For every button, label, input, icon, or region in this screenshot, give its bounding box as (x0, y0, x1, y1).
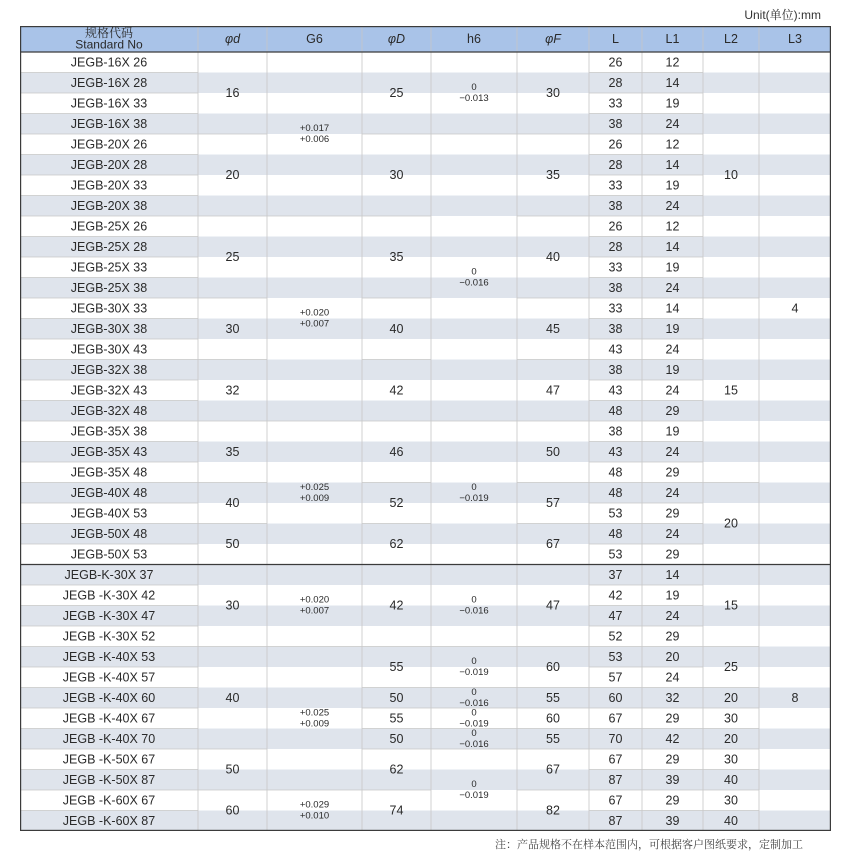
bore-d: 40 (225, 690, 240, 705)
length-l1: 24 (665, 670, 680, 685)
standard-no: JEGB -K-30X 47 (62, 608, 156, 623)
standard-no: JEGB -K-60X 87 (62, 813, 156, 828)
length-l: 26 (608, 55, 623, 70)
tolerance-g6: +0.025 (299, 481, 330, 493)
length-l: 60 (608, 690, 623, 705)
outer-d: 55 (389, 711, 404, 726)
standard-no: JEGB-30X 43 (70, 342, 148, 357)
flange-f: 47 (546, 598, 560, 613)
tolerance-g6: +0.029 (299, 799, 330, 811)
tolerance-g6: +0.007 (299, 318, 330, 330)
tolerance-h6: 0 (471, 481, 477, 493)
length-l: 38 (608, 198, 623, 213)
bore-d: 16 (225, 86, 240, 100)
header-d: φD (387, 32, 406, 46)
length-l2: 40 (724, 813, 738, 828)
length-l1: 24 (665, 608, 680, 623)
standard-no: JEGB-20X 38 (70, 198, 148, 213)
length-l: 48 (608, 485, 623, 500)
standard-no: JEGB-32X 48 (70, 403, 148, 418)
length-l1: 24 (665, 526, 680, 541)
standard-no: JEGB-25X 26 (70, 219, 148, 234)
standard-no: JEGB-40X 53 (70, 506, 148, 521)
length-l1: 19 (665, 321, 680, 336)
tolerance-h6: 0 (471, 656, 477, 667)
tolerance-h6: −0.016 (459, 605, 489, 617)
header-code-cn: 规格代码 (84, 26, 134, 40)
length-l2: 30 (724, 793, 738, 808)
bore-d: 35 (225, 444, 240, 459)
standard-no: JEGB -K-40X 67 (62, 711, 156, 726)
length-l1: 24 (665, 198, 680, 213)
length-l1: 39 (665, 813, 680, 828)
length-l: 28 (608, 75, 623, 90)
length-l: 48 (608, 465, 623, 480)
length-l: 67 (608, 752, 623, 767)
outer-d: 40 (389, 321, 404, 336)
spec-table (20, 26, 831, 831)
standard-no: JEGB-32X 38 (70, 362, 148, 377)
tolerance-h6: −0.013 (459, 93, 489, 104)
length-l: 70 (608, 731, 623, 746)
standard-no: JEGB-35X 48 (70, 465, 148, 480)
outer-d: 55 (389, 660, 404, 674)
tolerance-h6: −0.016 (459, 697, 489, 709)
standard-no: JEGB -K-60X 67 (62, 793, 156, 808)
length-l1: 24 (665, 280, 680, 295)
tolerance-g6: +0.007 (299, 605, 330, 617)
flange-f: 45 (546, 321, 560, 336)
length-l1: 14 (665, 157, 680, 172)
length-l3: 4 (791, 301, 799, 316)
length-l1: 19 (665, 96, 680, 111)
header-l: L (612, 32, 619, 46)
standard-no: JEGB-16X 28 (70, 75, 148, 90)
standard-no: JEGB -K-50X 67 (62, 752, 156, 767)
length-l: 33 (608, 96, 623, 111)
tolerance-h6: −0.016 (459, 738, 489, 750)
standard-no: JEGB-16X 38 (70, 116, 148, 131)
outer-d: 52 (389, 496, 404, 510)
standard-no: JEGB-20X 26 (70, 137, 148, 152)
length-l1: 29 (665, 711, 680, 726)
header-l3: L3 (788, 32, 802, 46)
standard-no: JEGB-16X 26 (70, 55, 148, 70)
flange-f: 57 (546, 496, 560, 510)
length-l: 48 (608, 526, 623, 541)
flange-f: 47 (546, 383, 560, 398)
length-l1: 24 (665, 485, 680, 500)
standard-no: JEGB-16X 33 (70, 96, 148, 111)
length-l1: 29 (665, 403, 680, 418)
length-l1: 32 (665, 690, 680, 705)
header-code-en: Standard No (75, 37, 143, 52)
length-l: 53 (608, 547, 623, 562)
outer-d: 25 (389, 86, 404, 100)
length-l1: 24 (665, 342, 680, 357)
length-l: 26 (608, 219, 623, 234)
standard-no: JEGB-30X 33 (70, 301, 148, 316)
tolerance-g6: +0.020 (299, 594, 330, 606)
length-l1: 29 (665, 793, 680, 808)
tolerance-g6: +0.009 (299, 718, 330, 730)
outer-d: 42 (389, 598, 404, 613)
flange-f: 50 (546, 444, 560, 459)
length-l2: 15 (724, 598, 738, 613)
footnote: 注：产品规格不在样本范围内，可根据客户图纸要求，定制加工 (495, 839, 803, 851)
standard-no: JEGB-K-30X 37 (64, 567, 154, 582)
length-l: 38 (608, 280, 623, 295)
length-l1: 29 (665, 752, 680, 767)
length-l1: 14 (665, 239, 680, 254)
outer-d: 62 (389, 537, 404, 551)
spec-table-grid (20, 26, 831, 831)
length-l: 52 (608, 629, 623, 644)
header-h6: h6 (467, 32, 481, 46)
standard-no: JEGB-50X 53 (70, 547, 148, 562)
length-l1: 29 (665, 629, 680, 644)
length-l2: 10 (724, 168, 738, 182)
standard-no: JEGB-25X 28 (70, 239, 148, 254)
length-l: 38 (608, 424, 623, 439)
flange-f: 35 (546, 168, 560, 182)
length-l: 43 (608, 342, 623, 357)
length-l2: 25 (724, 660, 738, 674)
length-l: 53 (608, 649, 623, 664)
outer-d: 74 (389, 803, 404, 818)
flange-f: 67 (546, 537, 560, 551)
header-l2: L2 (724, 32, 738, 46)
length-l: 67 (608, 711, 623, 726)
standard-no: JEGB-20X 33 (70, 178, 148, 193)
tolerance-h6: 0 (471, 707, 477, 719)
header-d: φd (224, 32, 241, 46)
standard-no: JEGB -K-40X 53 (62, 649, 156, 664)
length-l: 38 (608, 116, 623, 131)
standard-no: JEGB -K-40X 57 (62, 670, 156, 685)
length-l: 67 (608, 793, 623, 808)
outer-d: 30 (389, 168, 404, 182)
tolerance-g6: +0.009 (299, 492, 330, 504)
standard-no: JEGB-35X 38 (70, 424, 148, 439)
tolerance-h6: −0.019 (459, 790, 489, 801)
flange-f: 40 (546, 250, 560, 264)
length-l1: 19 (665, 362, 680, 377)
length-l1: 19 (665, 260, 680, 275)
bore-d: 60 (225, 803, 240, 818)
length-l: 28 (608, 239, 623, 254)
flange-f: 55 (546, 731, 560, 746)
length-l1: 20 (665, 649, 680, 664)
length-l1: 12 (665, 219, 680, 234)
standard-no: JEGB-50X 48 (70, 526, 148, 541)
length-l1: 42 (665, 731, 680, 746)
bore-d: 20 (225, 168, 240, 182)
length-l2: 15 (724, 383, 738, 398)
length-l: 87 (608, 813, 623, 828)
header-f: φF (545, 32, 561, 46)
outer-d: 50 (389, 731, 404, 746)
length-l2: 20 (724, 516, 738, 531)
length-l: 87 (608, 772, 623, 787)
flange-f: 55 (546, 690, 560, 705)
tolerance-g6: +0.010 (299, 810, 330, 822)
length-l: 43 (608, 383, 623, 398)
flange-f: 82 (546, 803, 560, 818)
length-l1: 12 (665, 137, 680, 152)
tolerance-h6: 0 (471, 82, 477, 93)
length-l2: 20 (724, 690, 738, 705)
bore-d: 32 (225, 383, 240, 398)
length-l: 33 (608, 301, 623, 316)
length-l3: 8 (791, 690, 799, 705)
length-l: 33 (608, 178, 623, 193)
length-l: 33 (608, 260, 623, 275)
length-l: 38 (608, 362, 623, 377)
standard-no: JEGB-32X 43 (70, 383, 148, 398)
standard-no: JEGB -K-40X 70 (62, 731, 156, 746)
header-g6: G6 (306, 32, 323, 46)
header-l1: L1 (665, 32, 680, 46)
length-l: 47 (608, 608, 623, 623)
bore-d: 30 (225, 321, 240, 336)
length-l1: 24 (665, 383, 680, 398)
length-l1: 12 (665, 55, 680, 70)
length-l: 28 (608, 157, 623, 172)
standard-no: JEGB-30X 38 (70, 321, 148, 336)
length-l1: 19 (665, 178, 680, 193)
tolerance-h6: 0 (471, 686, 477, 698)
length-l1: 14 (665, 301, 680, 316)
flange-f: 67 (546, 762, 560, 777)
length-l1: 19 (665, 424, 680, 439)
bore-d: 50 (225, 537, 240, 551)
bore-d: 30 (225, 598, 240, 613)
length-l: 53 (608, 506, 623, 521)
tolerance-h6: 0 (471, 594, 477, 606)
tolerance-h6: −0.016 (459, 277, 489, 289)
length-l2: 30 (724, 711, 738, 726)
tolerance-g6: +0.006 (299, 134, 330, 145)
length-l1: 29 (665, 506, 680, 521)
tolerance-g6: +0.017 (299, 123, 330, 134)
outer-d: 35 (389, 250, 404, 264)
length-l1: 24 (665, 116, 680, 131)
length-l2: 20 (724, 731, 738, 746)
standard-no: JEGB -K-30X 52 (62, 629, 156, 644)
standard-no: JEGB-40X 48 (70, 485, 148, 500)
length-l1: 39 (665, 772, 680, 787)
length-l1: 24 (665, 444, 680, 459)
unit-label: Unit(单位):mm (744, 8, 821, 22)
standard-no: JEGB-35X 43 (70, 444, 148, 459)
length-l1: 14 (665, 75, 680, 90)
length-l1: 29 (665, 465, 680, 480)
length-l: 57 (608, 670, 623, 685)
tolerance-h6: 0 (471, 779, 477, 790)
standard-no: JEGB -K-30X 42 (62, 588, 156, 603)
standard-no: JEGB-25X 33 (70, 260, 148, 275)
tolerance-h6: −0.019 (459, 667, 489, 678)
flange-f: 60 (546, 660, 560, 674)
outer-d: 50 (389, 690, 404, 705)
length-l: 48 (608, 403, 623, 418)
outer-d: 62 (389, 762, 404, 777)
bore-d: 40 (225, 496, 240, 510)
length-l2: 30 (724, 752, 738, 767)
outer-d: 42 (389, 383, 404, 398)
standard-no: JEGB -K-40X 60 (62, 690, 156, 705)
tolerance-h6: −0.019 (459, 718, 489, 730)
bore-d: 50 (225, 762, 240, 777)
standard-no: JEGB-20X 28 (70, 157, 148, 172)
length-l1: 19 (665, 588, 680, 603)
tolerance-h6: −0.019 (459, 492, 489, 504)
flange-f: 60 (546, 711, 560, 726)
length-l2: 40 (724, 772, 738, 787)
tolerance-h6: 0 (471, 727, 477, 739)
tolerance-h6: 0 (471, 266, 477, 278)
length-l: 37 (608, 567, 623, 582)
standard-no: JEGB-25X 38 (70, 280, 148, 295)
outer-d: 46 (389, 444, 404, 459)
standard-no: JEGB -K-50X 87 (62, 772, 156, 787)
length-l1: 14 (665, 567, 680, 582)
length-l: 43 (608, 444, 623, 459)
bore-d: 25 (225, 250, 240, 264)
tolerance-g6: +0.025 (299, 707, 330, 719)
length-l: 42 (608, 588, 623, 603)
length-l: 26 (608, 137, 623, 152)
tolerance-g6: +0.020 (299, 307, 330, 319)
length-l: 38 (608, 321, 623, 336)
flange-f: 30 (546, 86, 560, 100)
length-l1: 29 (665, 547, 680, 562)
